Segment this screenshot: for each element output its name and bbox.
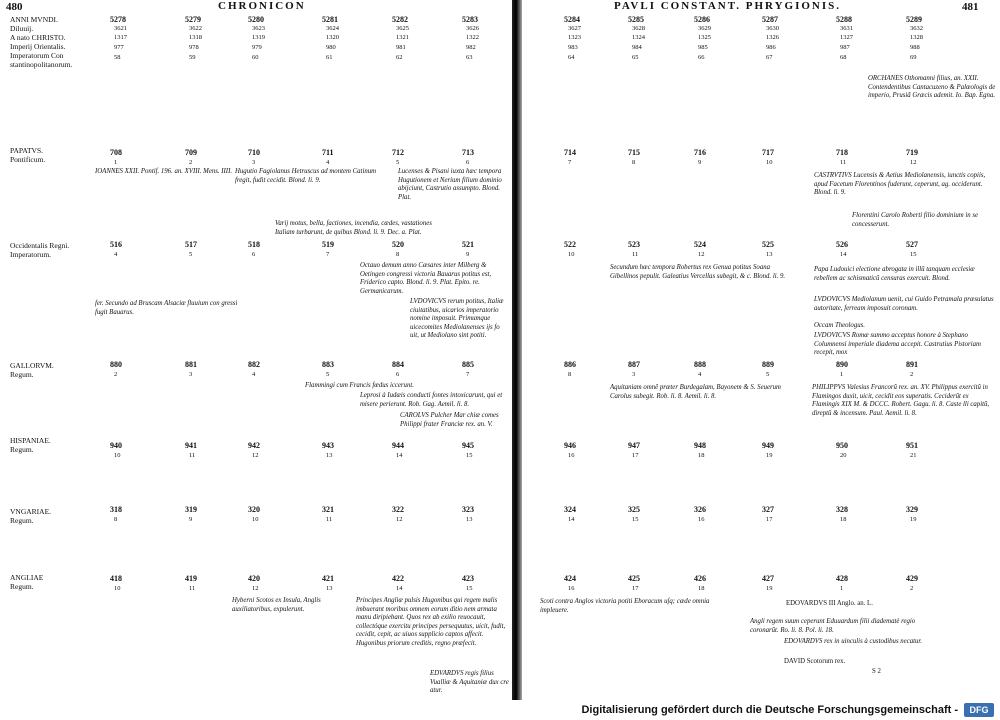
- right-hisp-cell: 950: [836, 441, 848, 450]
- label-angliae: ANGLIAE: [10, 573, 44, 582]
- right-diluvii-cell: 3627: [568, 25, 581, 32]
- right-occid_sub-cell: 15: [910, 251, 917, 258]
- left-anni-cell: 5282: [392, 15, 408, 24]
- right-hisp_sub-cell: 21: [910, 452, 917, 459]
- left-papatus-cell: 709: [185, 148, 197, 157]
- right-occid-cell: 522: [564, 240, 576, 249]
- note-eduardus: EDVARDVS regis filius Vualliæ & Aquitaniæ dux cre atur.: [430, 670, 509, 695]
- label-pontificum: Pontificum.: [10, 155, 46, 164]
- right-vng-cell: 327: [762, 505, 774, 514]
- left-diluvii-cell: 3621: [114, 25, 127, 32]
- left-christo-cell: 1318: [189, 34, 202, 41]
- left-page: [0, 0, 512, 700]
- left-christo-cell: 1322: [466, 34, 479, 41]
- right-papatus_sub-cell: 9: [698, 159, 702, 166]
- note-principes: Principes Angliæ pulsis Hugonibus qui regem malis imbuerant moribus omnem eorum ditio nem armata manu diripiebant. Quos rex ab exilio reuocauit, collectóque exercitu principes persequutus, uicit, fudit, cecidit, cepit, ac uiuos supplicio captos affecit. Hugonibus priorum creditis, regno præfecit.: [356, 597, 506, 647]
- left-diluvii-cell: 3625: [396, 25, 409, 32]
- right-gall-cell: 889: [762, 360, 774, 369]
- left-occid-cell: 520: [392, 240, 404, 249]
- note-flammingi: Flammingi cum Francis fœdus iccerunt.: [305, 382, 414, 389]
- right-occid-cell: 526: [836, 240, 848, 249]
- left-papatus_sub-cell: 3: [252, 159, 256, 166]
- label-imperij: Imperij Orientalis.: [10, 42, 66, 51]
- note-angli: Angli regem suum ceperunt Eduuardum filii diadematè regio coronarũt. Ro. li. 8. Pol. li. 18.: [750, 618, 916, 634]
- left-papatus_sub-cell: 2: [189, 159, 193, 166]
- left-vng_sub-cell: 10: [252, 516, 259, 523]
- note-hyberni: Hyberni Scotos ex Insula, Anglis auxiliatoribus, expulerunt.: [232, 597, 321, 613]
- left-imperat-cell: 61: [326, 54, 333, 61]
- left-gall-cell: 881: [185, 360, 197, 369]
- left-gall_sub-cell: 6: [396, 371, 400, 378]
- note-scoti: Scoti contra Anglos victoria potiti Eboracum uſq; cæde omnia impleuere.: [540, 598, 710, 614]
- left-anni-cell: 5278: [110, 15, 126, 24]
- right-papatus-cell: 719: [906, 148, 918, 157]
- right-gall_sub-cell: 1: [840, 371, 844, 378]
- right-occid-cell: 527: [906, 240, 918, 249]
- right-gall-cell: 890: [836, 360, 848, 369]
- left-vng_sub-cell: 13: [466, 516, 473, 523]
- right-papatus-cell: 715: [628, 148, 640, 157]
- left-occid_sub-cell: 6: [252, 251, 256, 258]
- left-angl_sub-cell: 14: [396, 585, 403, 592]
- left-imperat-cell: 60: [252, 54, 259, 61]
- left-gall-cell: 884: [392, 360, 404, 369]
- right-vng_sub-cell: 17: [766, 516, 773, 523]
- right-hisp-cell: 948: [694, 441, 706, 450]
- right-angl_sub-cell: 17: [632, 585, 639, 592]
- note-castrutius: CASTRVTIVS Lucensis & Aetius Mediolanensis, iunctis copiis, apud Facetum Florentinos fuderunt, ceperunt, ag. occiderunt. Blond. li. 9.: [814, 172, 986, 197]
- label-angliae-sub: Regum.: [10, 582, 34, 591]
- left-angl-cell: 422: [392, 574, 404, 583]
- right-hisp_sub-cell: 20: [840, 452, 847, 459]
- right-hisp-cell: 949: [762, 441, 774, 450]
- left-angl_sub-cell: 13: [326, 585, 333, 592]
- left-vng_sub-cell: 9: [189, 516, 193, 523]
- left-occid-cell: 518: [248, 240, 260, 249]
- label-anni-mundi: ANNI MVNDI.: [10, 15, 58, 24]
- note-varij: Varij motus, bella, factiones, incendia, cædes, vastationes Italiam turbarunt, de quibus Blond. li. 9. Dec. a. Plat.: [275, 220, 432, 236]
- right-gall_sub-cell: 5: [766, 371, 770, 378]
- note-carolus: CAROLVS Pulcher Mar chiæ comes Philippi frater Franciæ rex. an. V.: [400, 412, 499, 428]
- note-fer: fer. Secundo ad Bruscam Alsaciæ fluuium con gressi fugit Bauarus.: [95, 300, 238, 316]
- dfg-logo: DFG: [964, 703, 994, 717]
- left-vng-cell: 322: [392, 505, 404, 514]
- right-papatus_sub-cell: 8: [632, 159, 636, 166]
- left-occid_sub-cell: 5: [189, 251, 193, 258]
- note-aquitaniam: Aquitaniam omnẽ præter Burdegalam, Bayonem & S. Seuerum Carolus subegit. Rob. li. 8. Aemil. li. 8.: [610, 384, 781, 400]
- left-vng_sub-cell: 11: [326, 516, 333, 523]
- right-hisp-cell: 947: [628, 441, 640, 450]
- right-gall_sub-cell: 8: [568, 371, 572, 378]
- right-diluvii-cell: 3629: [698, 25, 711, 32]
- left-orient-cell: 980: [326, 44, 336, 51]
- right-hisp_sub-cell: 17: [632, 452, 639, 459]
- right-gall_sub-cell: 2: [910, 371, 914, 378]
- left-angl_sub-cell: 15: [466, 585, 473, 592]
- right-orient-cell: 988: [910, 44, 920, 51]
- right-orient-cell: 985: [698, 44, 708, 51]
- right-diluvii-cell: 3631: [840, 25, 853, 32]
- right-papatus-cell: 714: [564, 148, 576, 157]
- right-vng-cell: 325: [628, 505, 640, 514]
- label-a-nato: A nato CHRISTO.: [10, 33, 66, 42]
- left-hisp-cell: 944: [392, 441, 404, 450]
- left-hisp_sub-cell: 14: [396, 452, 403, 459]
- note-ioannes: IOANNES XXII. Pontif. 196. an. XVIII. Mens. IIII.: [95, 168, 233, 175]
- left-occid-cell: 519: [322, 240, 334, 249]
- right-occid_sub-cell: 13: [766, 251, 773, 258]
- left-angl_sub-cell: 12: [252, 585, 259, 592]
- left-hisp-cell: 941: [185, 441, 197, 450]
- left-papatus-cell: 710: [248, 148, 260, 157]
- right-imperat-cell: 68: [840, 54, 847, 61]
- left-hisp_sub-cell: 10: [114, 452, 121, 459]
- note-octauo: Octauo demum anno Cæsares inter Milberg & Oetingen congressi victoria Bauarus potitus est, Friderico capto. Blond. li. 9. Plat. Epito. re. Germanicarum.: [360, 262, 492, 295]
- right-vng_sub-cell: 19: [910, 516, 917, 523]
- right-christo-cell: 1325: [698, 34, 711, 41]
- left-vng_sub-cell: 8: [114, 516, 118, 523]
- right-diluvii-cell: 3630: [766, 25, 779, 32]
- right-christo-cell: 1324: [632, 34, 645, 41]
- right-occid_sub-cell: 10: [568, 251, 575, 258]
- left-occid-cell: 517: [185, 240, 197, 249]
- left-papatus_sub-cell: 5: [396, 159, 400, 166]
- right-orient-cell: 986: [766, 44, 776, 51]
- note-ludouicus-rom: LVDOVICVS Romæ summo acceptus honore à Stephano Columnensi imperiale diadema accepit. Castrutius Pistoriam recepit, mox: [814, 332, 981, 357]
- left-running-head: CHRONICON: [218, 0, 306, 12]
- right-anni-cell: 5285: [628, 15, 644, 24]
- left-occid-cell: 516: [110, 240, 122, 249]
- right-gall-cell: 888: [694, 360, 706, 369]
- footer-bar: [0, 700, 1000, 720]
- left-hisp-cell: 940: [110, 441, 122, 450]
- book-gutter: [512, 0, 522, 700]
- left-imperat-cell: 62: [396, 54, 403, 61]
- left-vng-cell: 321: [322, 505, 334, 514]
- footer-credit: Digitalisierung gefördert durch die Deutsche Forschungsgemeinschaft -: [581, 704, 958, 716]
- right-papatus_sub-cell: 11: [840, 159, 847, 166]
- left-orient-cell: 979: [252, 44, 262, 51]
- right-angl-cell: 425: [628, 574, 640, 583]
- note-edouardus-rex: EDOVARDVS rex in uinculis à custodibus necatur.: [784, 638, 922, 645]
- left-page-number: 480: [6, 1, 23, 13]
- label-vngariae: VNGARIAE.: [10, 507, 52, 516]
- right-anni-cell: 5287: [762, 15, 778, 24]
- right-angl-cell: 426: [694, 574, 706, 583]
- label-imperatorum-occ: Imperatorum.: [10, 250, 52, 259]
- right-anni-cell: 5289: [906, 15, 922, 24]
- left-occid_sub-cell: 8: [396, 251, 400, 258]
- right-hisp_sub-cell: 19: [766, 452, 773, 459]
- right-occid_sub-cell: 12: [698, 251, 705, 258]
- left-angl-cell: 423: [462, 574, 474, 583]
- left-angl_sub-cell: 11: [189, 585, 196, 592]
- left-gall-cell: 885: [462, 360, 474, 369]
- right-orient-cell: 984: [632, 44, 642, 51]
- right-papatus-cell: 718: [836, 148, 848, 157]
- note-ludouicus: LVDOVICVS rerum potitus, Italiæ ciuitatibus, uicarios imperatorio nomine imposuit. Primumque uicecomites Mediolanenses ijs fo uit, ut Mediolano sint potiti.: [410, 298, 504, 340]
- label-vngariae-sub: Regum.: [10, 516, 34, 525]
- right-page-number: 481: [962, 1, 979, 13]
- left-anni-cell: 5279: [185, 15, 201, 24]
- left-occid_sub-cell: 9: [466, 251, 470, 258]
- left-orient-cell: 981: [396, 44, 406, 51]
- right-hisp_sub-cell: 16: [568, 452, 575, 459]
- right-gall-cell: 887: [628, 360, 640, 369]
- left-christo-cell: 1320: [326, 34, 339, 41]
- left-papatus-cell: 711: [322, 148, 334, 157]
- right-vng-cell: 326: [694, 505, 706, 514]
- left-diluvii-cell: 3622: [189, 25, 202, 32]
- right-angl-cell: 429: [906, 574, 918, 583]
- left-christo-cell: 1319: [252, 34, 265, 41]
- right-gall-cell: 891: [906, 360, 918, 369]
- right-orient-cell: 987: [840, 44, 850, 51]
- right-angl-cell: 428: [836, 574, 848, 583]
- label-imperatorum-2: stantinopolitanorum.: [10, 60, 73, 69]
- label-gallorum-sub: Regum.: [10, 370, 34, 379]
- right-occid_sub-cell: 14: [840, 251, 847, 258]
- left-gall-cell: 880: [110, 360, 122, 369]
- right-imperat-cell: 69: [910, 54, 917, 61]
- left-gall_sub-cell: 5: [326, 371, 330, 378]
- right-diluvii-cell: 3632: [910, 25, 923, 32]
- left-vng-cell: 319: [185, 505, 197, 514]
- right-vng_sub-cell: 18: [840, 516, 847, 523]
- right-christo-cell: 1326: [766, 34, 779, 41]
- left-hisp-cell: 942: [248, 441, 260, 450]
- left-papatus_sub-cell: 6: [466, 159, 470, 166]
- right-angl_sub-cell: 18: [698, 585, 705, 592]
- left-angl-cell: 419: [185, 574, 197, 583]
- left-hisp_sub-cell: 15: [466, 452, 473, 459]
- note-secundum: Secundum hæc tempora Robertus rex Genua potitus Soana Gibellinos pepulit. Galeatius Vercellas subegit, & c. Blond. li. 9.: [610, 264, 786, 280]
- right-christo-cell: 1328: [910, 34, 923, 41]
- label-occidentalis: Occidentalis Regni.: [10, 241, 70, 250]
- left-imperat-cell: 58: [114, 54, 121, 61]
- left-anni-cell: 5280: [248, 15, 264, 24]
- right-page: [522, 0, 1000, 700]
- left-anni-cell: 5281: [322, 15, 338, 24]
- left-diluvii-cell: 3624: [326, 25, 339, 32]
- note-orchanes: ORCHANES Othomanni filius, an. XXII. Contendentibus Cantacuzeno & Palæologis de imperio, Prusiã Græcis ademit. Io. Bap. Egna.: [868, 75, 996, 100]
- left-hisp_sub-cell: 11: [189, 452, 196, 459]
- right-occid-cell: 525: [762, 240, 774, 249]
- note-leprosi: Leprosi à Iudæis conducti fontes intoxicarunt, qui et misere perierunt. Rob. Gag. Aemil. li. 8.: [360, 392, 503, 408]
- note-hugutio: Hugutio Fagiolanus Hetruscus ad montem Catinum fregit, fudit cecidit. Blond. li. 9.: [235, 168, 377, 184]
- left-papatus_sub-cell: 1: [114, 159, 118, 166]
- right-imperat-cell: 67: [766, 54, 773, 61]
- right-papatus-cell: 716: [694, 148, 706, 157]
- note-tail: S 2: [872, 668, 881, 675]
- right-anni-cell: 5288: [836, 15, 852, 24]
- note-papa: Papa Ludouici electione abrogata in illũ tanquam ecclesiæ rebellem ac schismaticũ censuras exercuit. Blond.: [814, 266, 975, 282]
- note-florentini: Florentini Carolo Roberti filio dominium in se concesserunt.: [852, 212, 978, 228]
- right-gall-cell: 886: [564, 360, 576, 369]
- note-philippus: PHILIPPVS Valesius Francorũ rex. an. XV. Philippus exercitũ in Flamingos duxit, uicit, cecidit eos superatis. Ceciderũt ex Flamingis XIX M. & DCCC. Robert. Gagu. li. 8. Caste lli capitũ, direptũ & incensum. Paul. Aemil. li. 8.: [812, 384, 990, 417]
- left-vng-cell: 323: [462, 505, 474, 514]
- note-edouardus-iii: EDOVARDVS III Anglo. an. L.: [786, 600, 873, 607]
- right-gall_sub-cell: 3: [632, 371, 636, 378]
- left-anni-cell: 5283: [462, 15, 478, 24]
- label-papatus: PAPATVS.: [10, 146, 44, 155]
- left-gall_sub-cell: 7: [466, 371, 470, 378]
- left-gall_sub-cell: 2: [114, 371, 118, 378]
- left-hisp_sub-cell: 13: [326, 452, 333, 459]
- right-occid-cell: 523: [628, 240, 640, 249]
- right-angl_sub-cell: 1: [840, 585, 844, 592]
- left-papatus-cell: 708: [110, 148, 122, 157]
- left-orient-cell: 982: [466, 44, 476, 51]
- right-occid-cell: 524: [694, 240, 706, 249]
- label-diluuij: Diluuij.: [10, 24, 34, 33]
- right-angl_sub-cell: 19: [766, 585, 773, 592]
- note-occam: Occam Theologus.: [814, 322, 865, 329]
- right-angl-cell: 427: [762, 574, 774, 583]
- right-christo-cell: 1323: [568, 34, 581, 41]
- left-orient-cell: 978: [189, 44, 199, 51]
- right-anni-cell: 5286: [694, 15, 710, 24]
- left-gall-cell: 882: [248, 360, 260, 369]
- left-papatus_sub-cell: 4: [326, 159, 330, 166]
- left-diluvii-cell: 3623: [252, 25, 265, 32]
- left-papatus-cell: 712: [392, 148, 404, 157]
- left-gall_sub-cell: 3: [189, 371, 193, 378]
- note-dauid: DAVID Scotorum rex.: [784, 658, 846, 665]
- right-imperat-cell: 66: [698, 54, 705, 61]
- left-angl_sub-cell: 10: [114, 585, 121, 592]
- right-angl_sub-cell: 16: [568, 585, 575, 592]
- left-christo-cell: 1317: [114, 34, 127, 41]
- left-occid_sub-cell: 4: [114, 251, 118, 258]
- note-lucenses: Lucenses & Pisani iuxta hæc tempora Hugutionem et Nerium filium dominio abijciunt, Castrutio assumpto. Blond. Plat.: [398, 168, 502, 201]
- right-vng-cell: 324: [564, 505, 576, 514]
- left-hisp-cell: 945: [462, 441, 474, 450]
- right-papatus_sub-cell: 12: [910, 159, 917, 166]
- right-vng_sub-cell: 14: [568, 516, 575, 523]
- left-gall_sub-cell: 4: [252, 371, 256, 378]
- right-vng_sub-cell: 16: [698, 516, 705, 523]
- left-occid-cell: 521: [462, 240, 474, 249]
- right-gall_sub-cell: 4: [698, 371, 702, 378]
- left-angl-cell: 421: [322, 574, 334, 583]
- left-christo-cell: 1321: [396, 34, 409, 41]
- right-vng_sub-cell: 15: [632, 516, 639, 523]
- right-hisp_sub-cell: 18: [698, 452, 705, 459]
- left-diluvii-cell: 3626: [466, 25, 479, 32]
- right-occid_sub-cell: 11: [632, 251, 639, 258]
- right-papatus-cell: 717: [762, 148, 774, 157]
- left-imperat-cell: 63: [466, 54, 473, 61]
- left-angl-cell: 418: [110, 574, 122, 583]
- right-diluvii-cell: 3628: [632, 25, 645, 32]
- left-hisp-cell: 943: [322, 441, 334, 450]
- left-vng-cell: 320: [248, 505, 260, 514]
- right-papatus_sub-cell: 10: [766, 159, 773, 166]
- right-anni-cell: 5284: [564, 15, 580, 24]
- right-orient-cell: 983: [568, 44, 578, 51]
- right-vng-cell: 329: [906, 505, 918, 514]
- right-imperat-cell: 64: [568, 54, 575, 61]
- left-gall-cell: 883: [322, 360, 334, 369]
- label-hispaniae-sub: Regum.: [10, 445, 34, 454]
- note-ludouicus-med: LVDOVICVS Mediolanum uenit, cui Guido Petramala præsulatus autoritate, ferream imposuit coronam.: [814, 296, 994, 312]
- right-angl_sub-cell: 2: [910, 585, 914, 592]
- right-hisp-cell: 951: [906, 441, 918, 450]
- right-imperat-cell: 65: [632, 54, 639, 61]
- label-gallorum: GALLORVM.: [10, 361, 54, 370]
- left-orient-cell: 977: [114, 44, 124, 51]
- left-imperat-cell: 59: [189, 54, 196, 61]
- right-vng-cell: 328: [836, 505, 848, 514]
- right-christo-cell: 1327: [840, 34, 853, 41]
- right-running-head: PAVLI CONSTANT. PHRYGIONIS.: [614, 0, 841, 12]
- left-angl-cell: 420: [248, 574, 260, 583]
- left-hisp_sub-cell: 12: [252, 452, 259, 459]
- left-papatus-cell: 713: [462, 148, 474, 157]
- right-papatus_sub-cell: 7: [568, 159, 572, 166]
- left-vng_sub-cell: 12: [396, 516, 403, 523]
- right-angl-cell: 424: [564, 574, 576, 583]
- left-occid_sub-cell: 7: [326, 251, 330, 258]
- label-imperatorum: Imperatorum Con: [10, 51, 64, 60]
- right-hisp-cell: 946: [564, 441, 576, 450]
- label-hispaniae: HISPANIAE.: [10, 436, 51, 445]
- left-vng-cell: 318: [110, 505, 122, 514]
